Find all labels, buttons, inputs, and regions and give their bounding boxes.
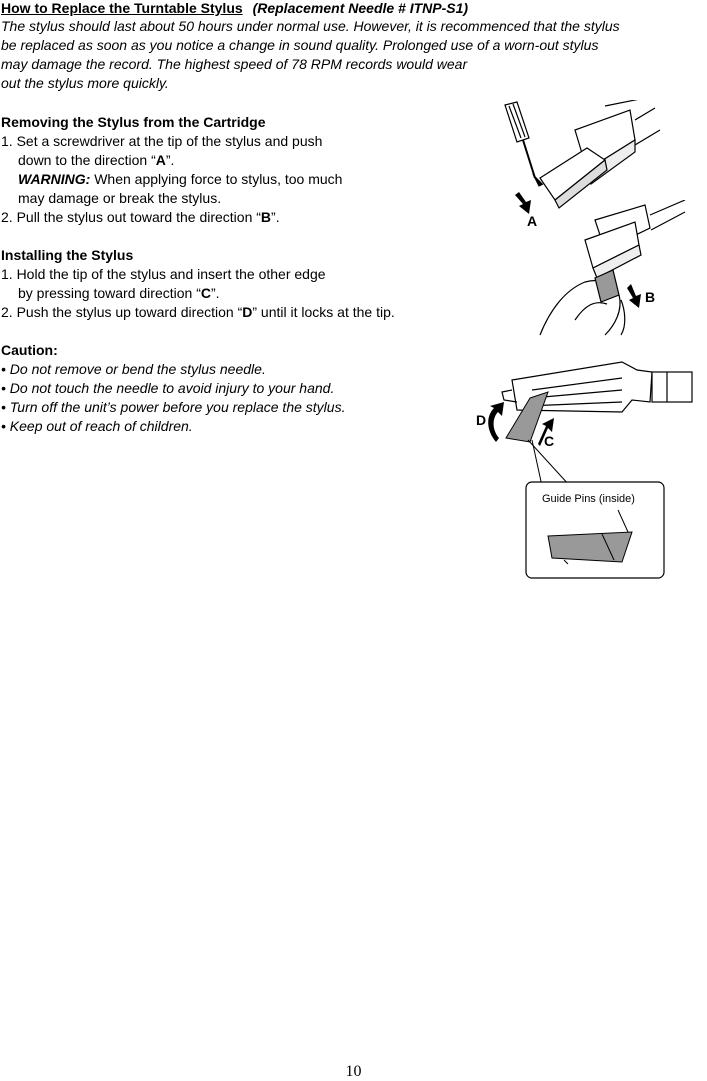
arrow-d-icon [488, 402, 504, 442]
title-text: How to Replace the Turntable Stylus [1, 0, 243, 16]
installing-step-1-cont [1, 284, 395, 303]
text-span: 2. Pull the stylus out toward the direction “ [1, 209, 261, 225]
warning-line-cont: may damage or break the stylus. [18, 190, 222, 206]
intro-line: out the stylus more quickly. [1, 75, 169, 91]
direction-key: B [260, 209, 272, 225]
arrow-a-icon [515, 192, 531, 214]
cartridge-illustration [540, 100, 660, 208]
removing-step-2 [1, 208, 342, 227]
direction-key: D [242, 304, 253, 320]
label-b: B [645, 289, 656, 305]
warning-label: WARNING: [18, 171, 91, 187]
text-span: 2. Push the stylus up toward direction “ [1, 304, 243, 320]
direction-key: A [155, 152, 166, 168]
direction-key: C [200, 285, 211, 301]
page-title [1, 0, 468, 16]
replacement-needle-subtitle: (Replacement Needle # ITNP-S1) [252, 0, 469, 16]
removing-step-1: 1. Set a screwdriver at the tip of the stylus and push [1, 133, 323, 149]
caution-section [1, 341, 345, 436]
label-a: A [527, 213, 538, 229]
text-span: ”. [271, 209, 280, 225]
text-span: ”. [211, 285, 220, 301]
text-span: down to the direction “ [18, 152, 156, 168]
intro-paragraph [1, 17, 707, 93]
intro-line: The stylus should last about 50 hours under normal use. However, it is recommenced that the stylus [1, 18, 620, 34]
label-c: C [544, 433, 555, 449]
removing-step-1-cont [1, 151, 342, 170]
removing-section [1, 113, 342, 227]
caution-item: • Do not touch the needle to avoid injury to your hand. [1, 380, 335, 396]
arrow-b-icon [627, 284, 641, 308]
cartridge-illustration [585, 200, 685, 278]
caution-item: • Do not remove or bend the stylus needle. [1, 361, 266, 377]
caution-item: • Keep out of reach of children. [1, 418, 193, 434]
installing-step-2 [1, 303, 395, 322]
guide-pins-label: Guide Pins (inside) [542, 493, 635, 505]
warning-line [1, 170, 342, 189]
text-span: by pressing toward direction “ [18, 285, 201, 301]
caution-heading: Caution: [1, 342, 58, 358]
installing-section [1, 246, 395, 322]
screwdriver-icon [505, 102, 543, 186]
page-number: 10 [345, 1063, 362, 1080]
removing-heading: Removing the Stylus from the Cartridge [1, 114, 266, 130]
figure-pull-out-stylus [535, 200, 695, 340]
label-d: D [476, 412, 487, 428]
installing-heading: Installing the Stylus [1, 247, 134, 263]
figure-install-stylus [472, 350, 702, 582]
caution-item: • Turn off the unit’s power before you replace the stylus. [1, 399, 346, 415]
installing-step-1: 1. Hold the tip of the stylus and insert the other edge [1, 266, 326, 282]
hand-illustration [540, 270, 625, 335]
intro-line: may damage the record. The highest speed of 78 RPM records would wear [1, 56, 468, 72]
warning-text: When applying force to stylus, too much [90, 171, 343, 187]
intro-line: be replaced as soon as you notice a change in sound quality. Prolonged use of a worn-out stylus [1, 37, 599, 53]
text-span: ” until it locks at the tip. [252, 304, 395, 320]
text-span: ”. [165, 152, 175, 168]
